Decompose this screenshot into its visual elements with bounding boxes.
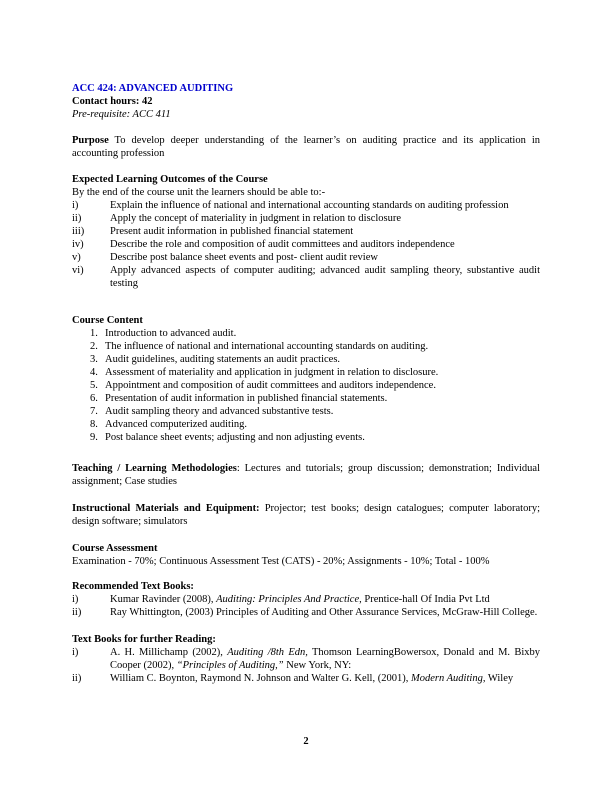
course-title: ACC 424: ADVANCED AUDITING — [72, 83, 234, 94]
recommended-books-heading: Recommended Text Books: — [72, 581, 194, 592]
purpose-paragraph — [72, 134, 540, 160]
assessment-section — [72, 542, 540, 568]
recommended-books-section — [72, 580, 540, 619]
list-item-text: Kumar Ravinder (2008), Auditing: Principles And Practice, Prentice-hall Of India Pvt Ltd — [110, 594, 490, 605]
list-item-marker: i) — [72, 647, 79, 658]
list-item — [90, 392, 540, 405]
list-item-text: Describe the role and composition of audit committees and auditors independence — [110, 239, 455, 250]
list-item-text: Introduction to advanced audit. — [105, 328, 237, 339]
list-item-text: Appointment and composition of audit committees and auditors independence. — [105, 380, 436, 391]
list-item-text: William C. Boynton, Raymond N. Johnson and Walter G. Kell, (2001), Modern Auditing, Wiley — [110, 673, 514, 684]
list-item-marker: 9. — [90, 432, 98, 443]
list-item-marker: vi) — [72, 265, 84, 276]
list-item — [72, 199, 540, 212]
list-item-text: Apply the concept of materiality in judgment in relation to disclosure — [110, 213, 402, 224]
course-content-heading: Course Content — [72, 315, 143, 326]
list-item-text: Audit sampling theory and advanced substantive tests. — [105, 406, 334, 417]
list-item — [90, 366, 540, 379]
list-item-text: Advanced computerized auditing. — [105, 419, 247, 430]
list-item — [72, 593, 540, 606]
list-item-marker: iii) — [72, 226, 85, 237]
list-item-text: Ray Whittington, (2003) Principles of Auditing and Other Assurance Services, McGraw-Hill College. — [110, 607, 538, 618]
list-item — [72, 238, 540, 251]
recommended-books-list — [72, 593, 540, 619]
purpose-text: To develop deeper understanding of the learner’s on auditing practice and its application in accounting profession — [72, 135, 540, 159]
list-item-marker: 4. — [90, 367, 98, 378]
assessment-text: Examination - 70%; Continuous Assessment Test (CATS) - 20%; Assignments - 10%; Total - 100% — [72, 556, 490, 567]
further-reading-list — [72, 646, 540, 685]
list-item-marker: 3. — [90, 354, 98, 365]
list-item-marker: 1. — [90, 328, 98, 339]
list-item-marker: 5. — [90, 380, 98, 391]
materials-label: Instructional Materials and Equipment: — [72, 503, 260, 514]
list-item-text: A. H. Millichamp (2002), Auditing /8th Edn, Thomson LearningBowersox, Donald and M. Bixby Cooper (2002), “Principles of Auditing,” New York, NY: — [110, 647, 541, 671]
list-item-marker: 6. — [90, 393, 98, 404]
outcomes-heading: Expected Learning Outcomes of the Course — [72, 174, 268, 185]
list-item — [72, 225, 540, 238]
list-item-marker: ii) — [72, 607, 82, 618]
purpose-label: Purpose — [72, 135, 109, 146]
list-item — [72, 264, 540, 290]
course-header — [72, 82, 540, 121]
list-item — [90, 327, 540, 340]
list-item-marker: ii) — [72, 213, 82, 224]
list-item — [90, 431, 540, 444]
list-item-text: Assessment of materiality and application in judgment in relation to disclosure. — [105, 367, 439, 378]
further-reading-heading: Text Books for further Reading: — [72, 634, 216, 645]
list-item — [90, 353, 540, 366]
list-item — [90, 405, 540, 418]
teaching-label: Teaching / Learning Methodologies — [72, 463, 237, 474]
list-item-text: Describe post balance sheet events and post- client audit review — [110, 252, 378, 263]
materials-paragraph — [72, 502, 540, 528]
list-item — [90, 379, 540, 392]
list-item-marker: i) — [72, 594, 79, 605]
list-item-marker: 7. — [90, 406, 98, 417]
list-item-marker: ii) — [72, 673, 82, 684]
list-item-marker: i) — [72, 200, 79, 211]
list-item-text: Audit guidelines, auditing statements an audit practices. — [105, 354, 341, 365]
contact-hours: Contact hours: 42 — [72, 96, 153, 107]
list-item-text: Presentation of audit information in published financial statements. — [105, 393, 388, 404]
list-item-text: Present audit information in published financial statement — [110, 226, 354, 237]
list-item — [72, 672, 540, 685]
list-item-text: Apply advanced aspects of computer auditing; advanced audit sampling theory, substantive audit testing — [110, 265, 540, 289]
list-item-marker: 8. — [90, 419, 98, 430]
outcomes-list — [72, 199, 540, 290]
teaching-paragraph — [72, 462, 540, 488]
page-number: 2 — [303, 736, 309, 747]
list-item — [72, 212, 540, 225]
course-content-list — [90, 327, 540, 444]
list-item-marker: v) — [72, 252, 81, 263]
list-item-marker: iv) — [72, 239, 84, 250]
list-item — [72, 251, 540, 264]
list-item-text: The influence of national and international accounting standards on auditing. — [105, 341, 429, 352]
prerequisite: Pre-requisite: ACC 411 — [72, 109, 171, 120]
list-item — [90, 418, 540, 431]
materials-text: Projector; test books; design catalogues; computer laboratory; design software; simulators — [72, 503, 540, 527]
teaching-text: : Lectures and tutorials; group discussion; demonstration; Individual assignment; Case studies — [72, 463, 540, 487]
course-content-section — [72, 314, 540, 444]
list-item — [90, 340, 540, 353]
further-reading-section — [72, 633, 540, 685]
learning-outcomes-section — [72, 173, 540, 290]
assessment-heading: Course Assessment — [72, 543, 158, 554]
list-item-text: Explain the influence of national and international accounting standards on auditing profession — [110, 200, 509, 211]
list-item — [72, 606, 540, 619]
outcomes-intro: By the end of the course unit the learners should be able to:- — [72, 187, 326, 198]
list-item — [72, 646, 540, 672]
list-item-marker: 2. — [90, 341, 98, 352]
list-item-text: Post balance sheet events; adjusting and non adjusting events. — [105, 432, 365, 443]
